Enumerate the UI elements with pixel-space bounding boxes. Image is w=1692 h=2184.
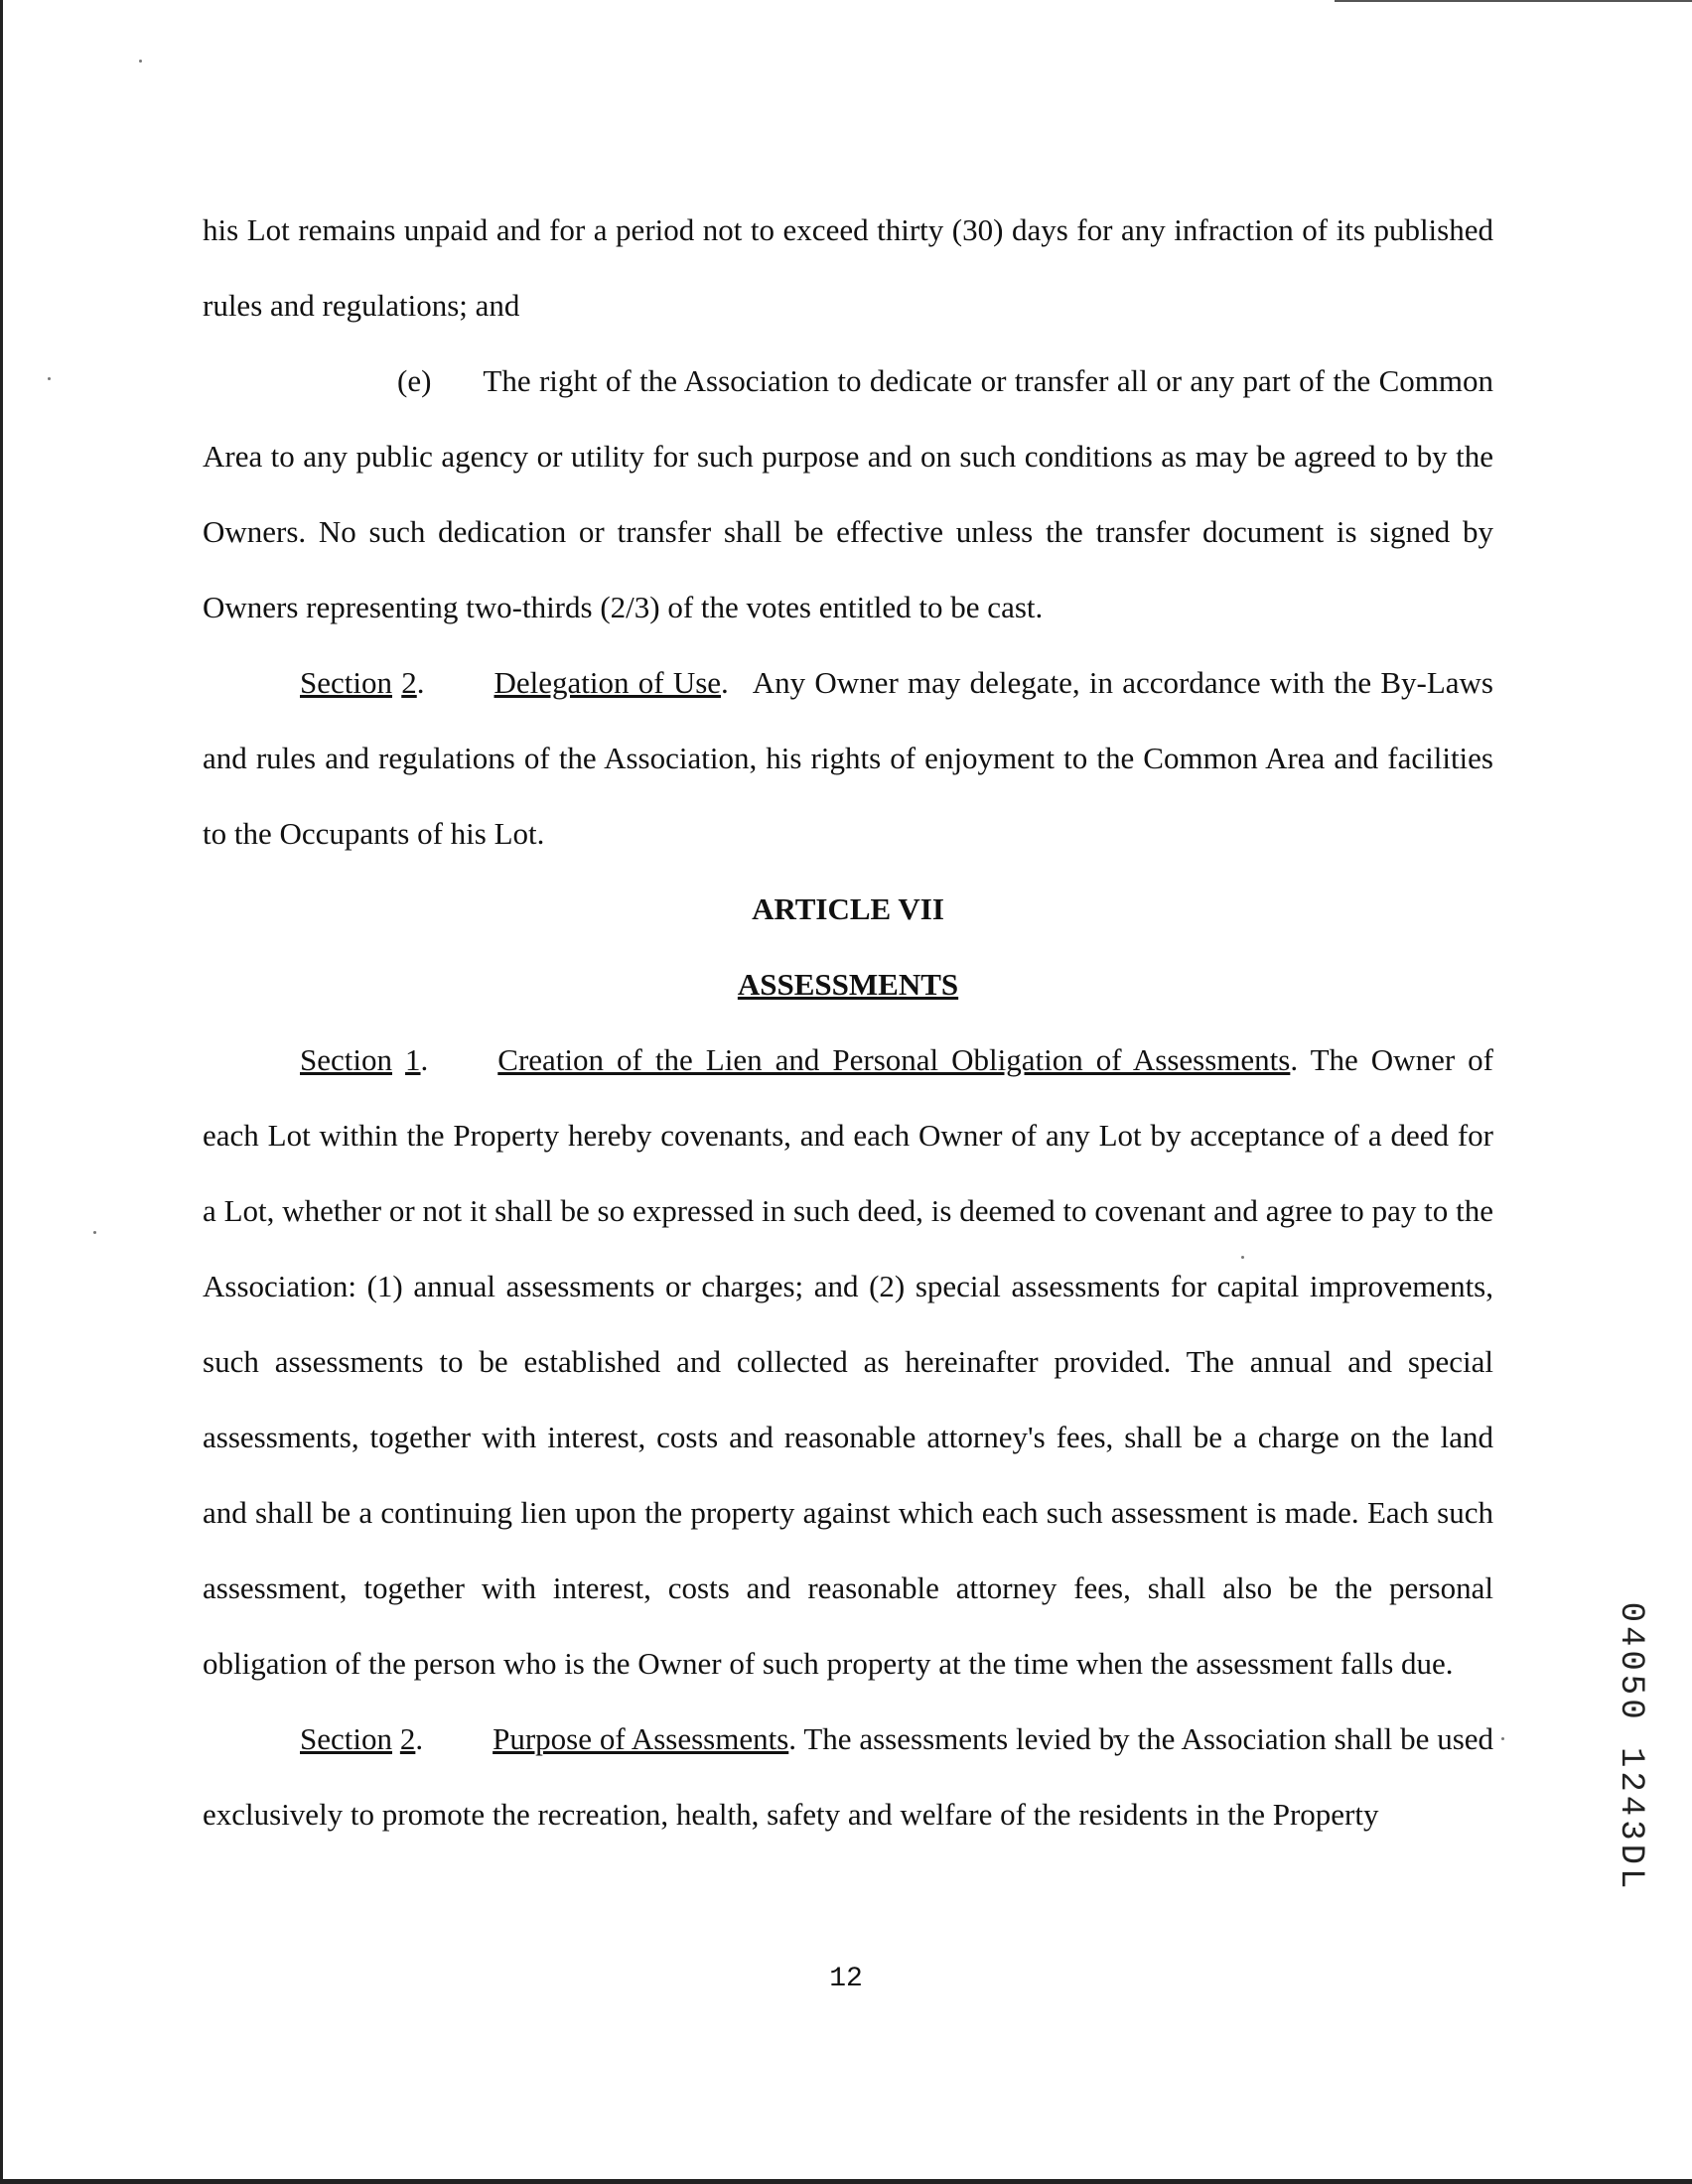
article-title-text: ASSESSMENTS xyxy=(737,967,959,1002)
section-title: Delegation of Use xyxy=(494,665,722,700)
section-2-purpose: Section 2. Purpose of Assessments. The assessments levied by the Association shall be used exclusively to promote the recreation, health, safety and welfare of the residents in the Property xyxy=(203,1721,1494,1832)
item-label: (e) xyxy=(397,363,432,398)
scan-edge-bottom xyxy=(0,2179,1692,2184)
section-title: Purpose of Assessments xyxy=(493,1721,789,1756)
scan-edge-top xyxy=(1335,0,1692,2)
section-number: 2 xyxy=(399,1721,416,1756)
side-stamp xyxy=(1601,1583,1660,1911)
paragraph-text: his Lot remains unpaid and for a period not to exceed thirty (30) days for any infraction of its published rules and regulations; and xyxy=(203,212,1493,323)
scan-speck xyxy=(93,1231,96,1234)
section-1-creation-of-lien: Section 1. Creation of the Lien and Personal Obligation of Assessments. The Owner of each Lot within the Property hereby covenants, and each Owner of any Lot by acceptance of a deed for a Lot, whether or not it shall be so expressed in such deed, is deemed to covenant and agree to pay to the Association: (1) annual assessments or charges; and (2) special assessments for capital improvements, such assessments to be established and collected as hereinafter provided. The annual and special assessments, together with interest, costs and reasonable attorney's fees, shall be a charge on the land and shall be a continuing lien upon the property against which each such assessment is made. Each such assessment, together with interest, costs and reasonable attorney fees, shall also be the personal obligation of the person who is the Owner of such property at the time when the assessment falls due. xyxy=(203,1042,1493,1681)
paragraph-item-e xyxy=(203,343,1493,645)
section-number: 2 xyxy=(401,665,417,700)
scan-speck xyxy=(48,377,51,380)
section-label: Section xyxy=(300,1042,392,1077)
article-title xyxy=(203,947,1493,1023)
page-number: 12 xyxy=(829,1964,863,1994)
section-number: 1 xyxy=(405,1042,421,1077)
paragraph-text: The Owner of each Lot within the Property hereby covenants, and each Owner of any Lot by acceptance of a deed for a Lot, whether or not it shall be so expressed in such deed, is deemed to covenant and agree to pay to the Association: (1) annual assessments or charges; and (2) special assessments for capital improvements, such assessments to be established and collected as hereinafter provided. The annual and special assessments, together with interest, costs and reasonable attorney's fees, shall be a charge on the land and shall be a continuing lien upon the property against which each such assessment is made. Each such assessment, together with interest, costs and reasonable attorney fees, shall also be the personal obligation of the person who is the Owner of such property at the time when the assessment falls due. xyxy=(203,1042,1493,1681)
section-label: Section xyxy=(300,665,392,700)
scan-speck xyxy=(139,60,142,63)
paragraph-text: The assessments levied by the Association shall be used exclusively to promote the recreation, health, safety and welfare of the residents in the Property xyxy=(203,1721,1494,1832)
article-heading: ARTICLE VII xyxy=(752,891,944,926)
paragraph-continuation xyxy=(203,193,1493,343)
paragraph-text: The right of the Association to dedicate or transfer all or any part of the Common Area to any public agency or utility for such purpose and on such conditions as may be agreed to by the Owners. No such dedication or transfer shall be effective unless the transfer document is signed by Owners representing two-thirds (2/3) of the votes entitled to be cast. xyxy=(203,363,1493,624)
section-label: Section xyxy=(300,1721,392,1756)
section-title: Creation of the Lien and Personal Obligation of Assessments xyxy=(497,1042,1291,1077)
scan-speck xyxy=(1501,1737,1504,1740)
document-body xyxy=(203,193,1493,1852)
paragraph-text: Any Owner may delegate, in accordance with the By-Laws and rules and regulations of the Association, his rights of enjoyment to the Common Area and facilities to the Occupants of his Lot. xyxy=(203,665,1493,851)
side-stamp-text: 04050 1243DL xyxy=(1612,1601,1649,1893)
scan-edge-left xyxy=(0,0,3,2184)
section-2-delegation: Section 2. Delegation of Use. Any Owner may delegate, in accordance with the By-Laws and rules and regulations of the Association, his rights of enjoyment to the Common Area and facilities to the Occupants of his Lot. xyxy=(203,665,1493,851)
